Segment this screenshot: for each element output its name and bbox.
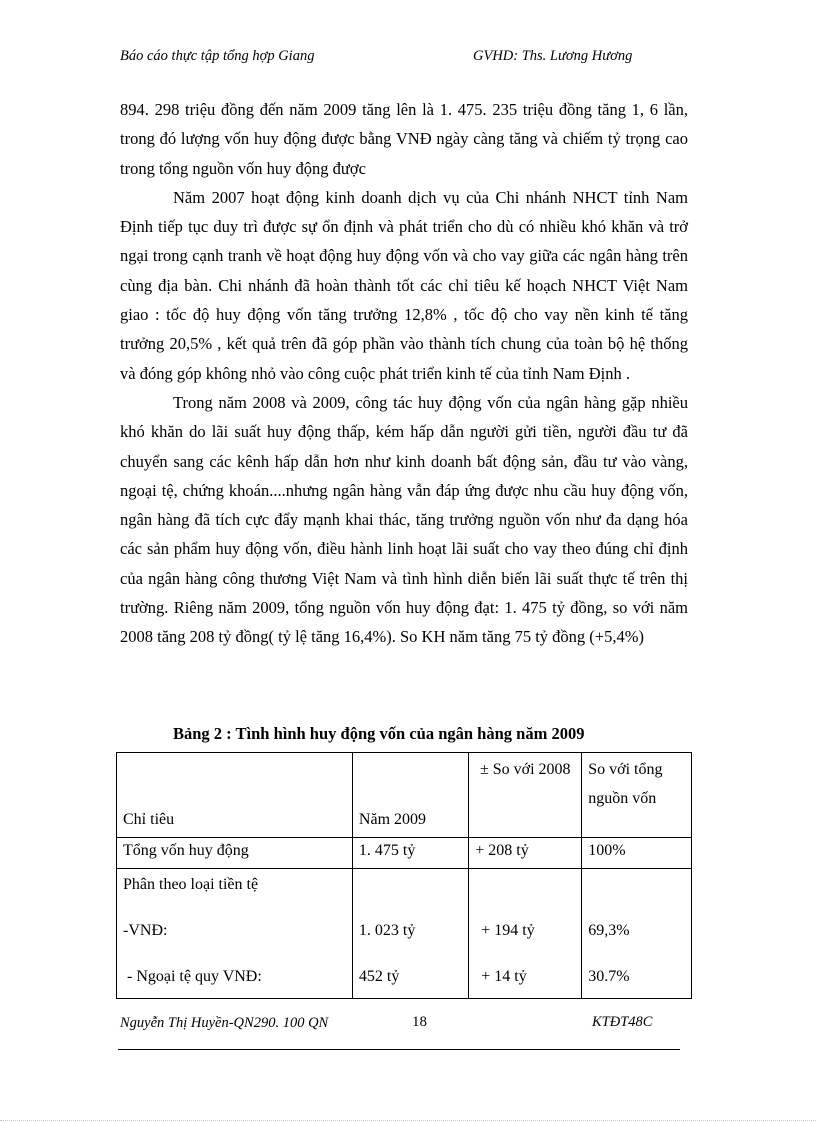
header-cell-indicator: Chỉ tiêu — [117, 753, 353, 838]
paragraph: Trong năm 2008 và 2009, công tác huy động vốn của ngân hàng gặp nhiều khó khăn do lãi suất huy động thấp, kém hấp dẫn người gửi tiền, người đầu tư đã chuyển sang các kênh hấp dẫn hơn như kinh doanh bất động sản, đầu tư vào vàng, ngoại tệ, chứng khoán....nhưng ngân hàng vẫn đáp ứng được nhu cầu huy động vốn, ngân hàng đã tích cực đẩy mạnh khai thác, tăng trưởng nguồn vốn như đa dạng hóa các sản phẩm huy động vốn, điều hành linh hoạt lãi suất cho vay theo đúng chỉ định của ngân hàng công thương Việt Nam và tình hình diễn biến lãi suất thực tế trên thị trường. Riêng năm 2009, tổng nguồn vốn huy động đạt: 1. 475 tỷ đồng, so với năm 2008 tăng 208 tỷ đồng( tỷ lệ tăng 16,4%). So KH năm tăng 75 tỷ đồng (+5,4%) — [120, 392, 688, 647]
table-cell: 100% — [582, 838, 692, 869]
table-cell — [469, 869, 582, 999]
value-vnd: 1. 023 tỷ — [358, 922, 416, 939]
footer-author: Nguyễn Thị Huyền-QN290. 100 QN — [120, 1015, 329, 1031]
row-label-foreign: - Ngoại tệ quy VNĐ: — [123, 968, 262, 985]
footer-rule — [118, 1049, 680, 1050]
share-foreign: 30.7% — [588, 968, 630, 985]
header-cell-year: Năm 2009 — [352, 753, 468, 838]
table-row — [117, 838, 692, 869]
paragraph: 894. 298 triệu đồng đến năm 2009 tăng lên là 1. 475. 235 triệu đồng tăng 1, 6 lần, trong đó lượng vốn huy động được bằng VNĐ ngày càng tăng và chiếm tỷ trọng cao trong tổng nguồn vốn huy động được — [120, 100, 688, 178]
table-cell: Tổng vốn huy động — [117, 838, 353, 869]
funding-table — [116, 752, 692, 999]
footer-class-code: KTĐT48C — [592, 1014, 653, 1030]
table-cell — [352, 869, 468, 999]
header-cell-vs-total: So với tổng nguồn vốn — [582, 753, 692, 838]
row-label-vnd: -VNĐ: — [123, 922, 168, 939]
header-cell-vs-2008: ± So với 2008 — [469, 753, 582, 838]
body-text — [120, 95, 688, 652]
table-row — [117, 869, 692, 999]
table-cell — [582, 869, 692, 999]
table-header-row — [117, 753, 692, 838]
page-edge — [0, 1120, 816, 1121]
table-cell: 1. 475 tỷ — [352, 838, 468, 869]
change-foreign: + 14 tỷ — [481, 968, 527, 985]
paragraph: Năm 2007 hoạt động kinh doanh dịch vụ của Chi nhánh NHCT tỉnh Nam Định tiếp tục duy trì được sự ổn định và phát triển cho dù có nhiều khó khăn và trở ngại trong cạnh tranh về hoạt động huy động vốn và cho vay giữa các ngân hàng trên cùng địa bàn. Chi nhánh đã hoàn thành tốt các chỉ tiêu kế hoạch NHCT Việt Nam giao : tốc độ huy động vốn tăng trưởng 12,8% , tốc độ cho vay nền kinh tế tăng trưởng 20,5% , kết quả trên đã góp phần vào thành tích chung của toàn bộ hệ thống và đóng góp không nhỏ vào công cuộc phát triển kinh tế của tỉnh Nam Định . — [120, 187, 688, 383]
split-label: Phân theo loại tiền tệ — [123, 876, 259, 893]
table-cell: + 208 tỷ — [469, 838, 582, 869]
change-vnd: + 194 tỷ — [481, 922, 535, 939]
value-foreign: 452 tỷ — [358, 968, 400, 985]
table-cell — [117, 869, 353, 999]
table-title: Bảng 2 : Tình hình huy động vốn của ngân hàng năm 2009 — [173, 724, 585, 743]
header-right: GVHD: Ths. Lương Hương — [473, 48, 633, 64]
share-vnd: 69,3% — [588, 922, 630, 939]
page-number: 18 — [412, 1014, 427, 1030]
header-left: Báo cáo thực tập tổng hợp Giang — [120, 48, 315, 64]
